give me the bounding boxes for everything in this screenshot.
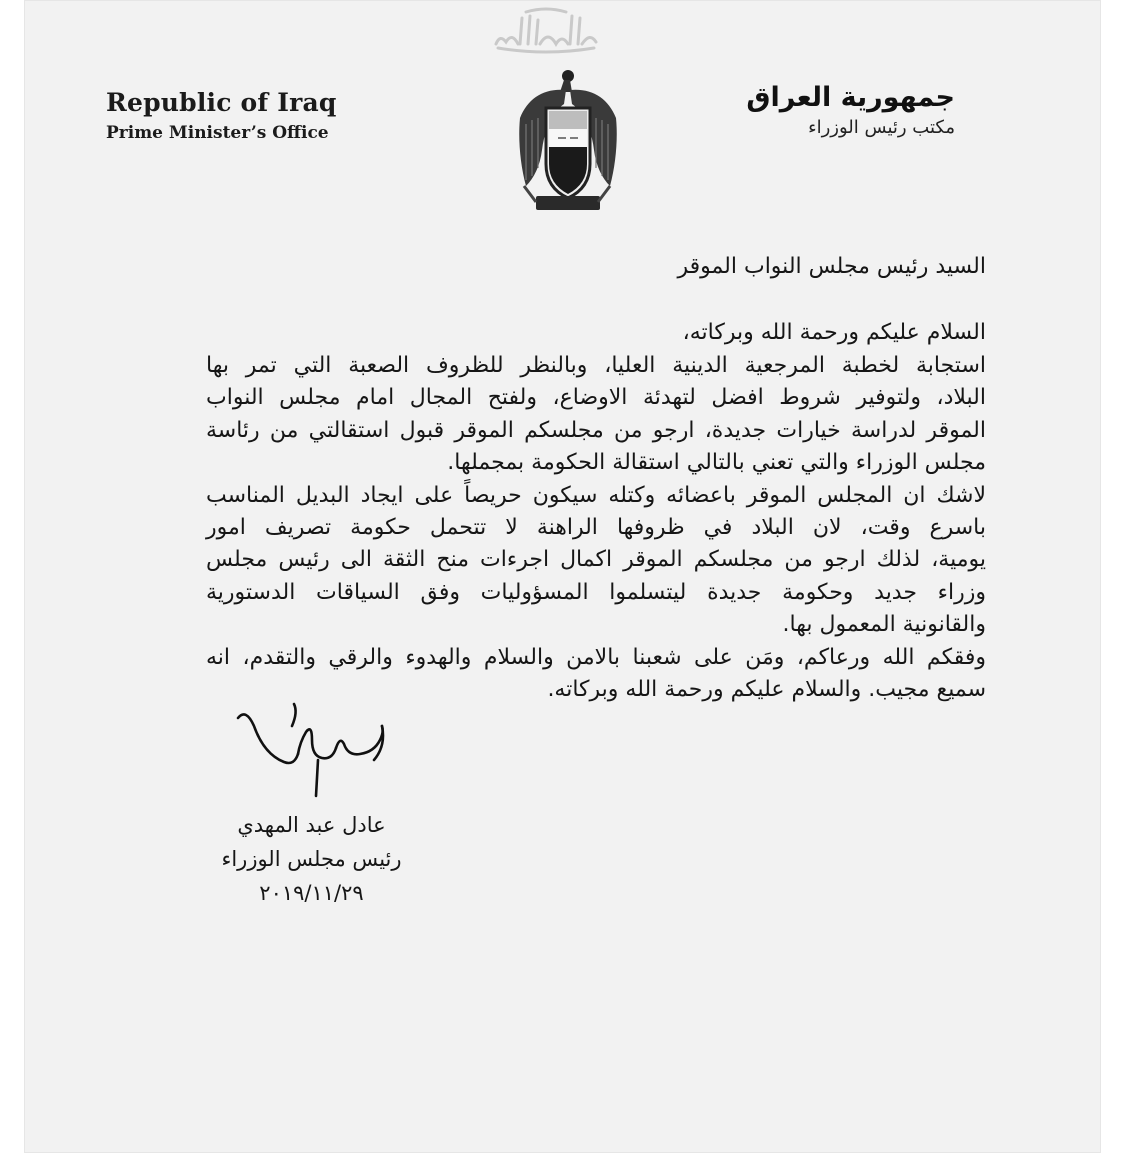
signatory-block	[194, 808, 429, 910]
office-name-english: Prime Minister’s Office	[106, 123, 329, 143]
office-name-arabic: مكتب رئيس الوزراء	[808, 117, 955, 138]
letter-sheet	[24, 0, 1101, 1153]
letter-body	[206, 250, 986, 706]
letter-text	[206, 350, 986, 706]
letter-line: والقانونية المعمول بها.	[782, 612, 986, 638]
header-english	[106, 88, 396, 143]
letter-line: يومية، لذلك ارجو من مجلسكم الموقر اكمال اجرءات منح الثقة الى رئيس مجلس	[206, 547, 986, 573]
letter-salutation: السيد رئيس مجلس النواب الموقر	[677, 254, 986, 279]
letter-line: استجابة لخطبة المرجعية الدينية العليا، وبالنظر للظروف الصعبة التي تمر بها	[206, 353, 986, 378]
country-name-arabic: جمهورية العراق	[746, 82, 955, 113]
letter-line: الموقر لدراسة خيارات جديدة، ارجو من مجلسكم الموقر قبول استقالتي من رئاسة	[206, 417, 986, 443]
handwritten-signature	[232, 696, 392, 806]
header-arabic	[615, 82, 955, 138]
letter-line: وفقكم الله ورعاكم، ومَن على شعبنا بالامن والسلام والهدوء والرقي والتقدم، انه	[206, 644, 986, 670]
country-name-english: Republic of Iraq	[106, 88, 337, 117]
letter-greeting: السلام عليكم ورحمة الله وبركاته،	[682, 320, 986, 345]
letter-line: مجلس الوزراء والتي تعني بالتالي استقالة الحكومة بمجملها.	[447, 450, 986, 476]
letter-date: ٢٠١٩/١١/٢٩	[259, 881, 364, 905]
signatory-name: عادل عبد المهدي	[237, 813, 386, 837]
letter-line: سميع مجيب. والسلام عليكم ورحمة الله وبركاته.	[547, 677, 986, 703]
basmala-calligraphy	[490, 4, 602, 54]
letter-line: باسرع وقت، لان البلاد في ظروفها الراهنة لا تتحمل حكومة تصريف امور	[206, 515, 986, 541]
letter-line: لاشك ان المجلس الموقر باعضائه وكتله سيكون حريصاً على ايجاد البديل المناسب	[206, 482, 986, 508]
letter-line: وزراء جديد وحكومة جديدة ليتسلموا المسؤوليات وفق السياقات الدستورية	[206, 579, 986, 605]
signatory-title: رئيس مجلس الوزراء	[221, 847, 402, 871]
iraq-eagle-emblem	[514, 68, 620, 216]
letter-line: البلاد، ولتوفير شروط افضل لتهدئة الاوضاع، ولفتح المجال امام مجلس النواب	[206, 385, 986, 411]
